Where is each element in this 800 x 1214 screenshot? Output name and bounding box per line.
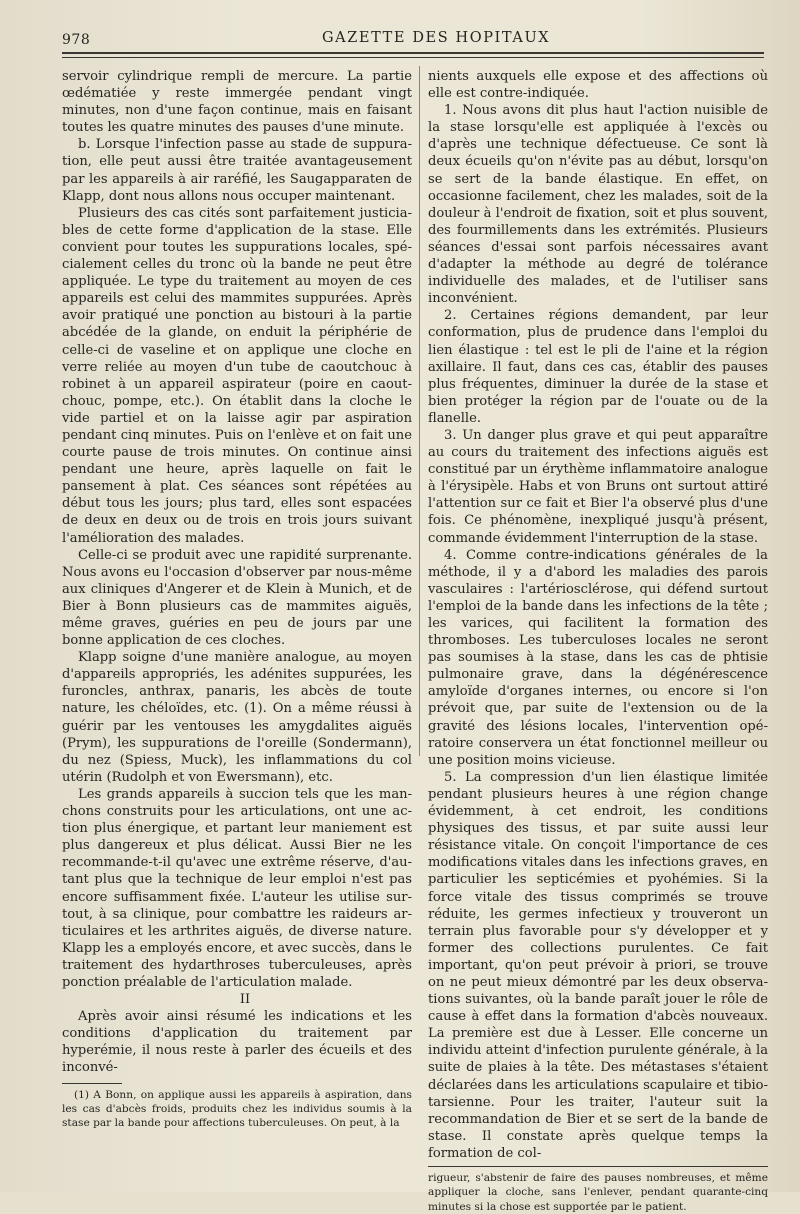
paragraph: Klapp soigne d'une manière analogue, au moyen d'appareils appropriés, les adénites suppurées, les furoncles, anthrax, panaris, les abcès de toute nature, les chéloïdes, etc. (1). On a même réussi à guérir par les ventouses les amygdalites aiguës (Prym), les suppurations de l'oreille (Sondermann), du nez (Spiess, Muck), les inflammations du col utérin (Rudolph et von Ewersmann), etc. bbox=[62, 650, 412, 785]
footnote bbox=[62, 1088, 412, 1131]
footnote bbox=[428, 1171, 768, 1214]
right-column bbox=[428, 68, 768, 1214]
footnote-text: rigueur, s'abstenir de faire des pauses nombreuses, et même appliquer la cloche, sans l'enlever, pendant quarante-cinq minutes si la chose est supportée par le patient. bbox=[428, 1172, 768, 1213]
header-rule-thick bbox=[62, 52, 764, 54]
running-title: GAZETTE DES HOPITAUX bbox=[322, 30, 551, 46]
footnote-rule bbox=[428, 1166, 768, 1167]
paragraph: nients auxquels elle expose et des affections où elle est contre-indiquée. bbox=[428, 69, 768, 102]
paragraph: Les grands appareils à succion tels que les manchons construits pour les articulations, ont une action plus énergique, et partant leur maniement est plus dangereux et plus délicat. Aussi Bier ne les recommande-t-il qu'avec une extrême réserve, d'autant plus que la technique de leur emploi n'est pas encore suffisamment fixée. L'auteur les utilise surtout, à sa clinique, pour combattre les raideurs articulaires et les arthrites aiguës, de diverse nature. Klapp les a employés encore, et avec succès, dans le traitement des hydarthroses tuberculeuses, après ponction préalable de l'articulation malade. bbox=[62, 786, 412, 990]
column-divider bbox=[419, 66, 420, 756]
paragraph: 1. Nous avons dit plus haut l'action nuisible de la stase lorsqu'elle est appliquée à l'excès ou d'après une technique défectueuse. Ce sont là deux écueils qu'on n'évite pas au début, lorsqu'on se sert de la bande élastique. En effet, on occasionne facilement, chez les malades, soit de la douleur à l'endroit de fixation, soit et plus souvent, des fourmillements dans les extrémités. Plusieurs séances d'essai sont parfois nécessaires avant d'adapter la méthode au degré de tolérance individuelle des malades, et de l'utiliser sans inconvénient. bbox=[428, 103, 768, 307]
paragraph: 4. Comme contre-indications générales de la méthode, il y a d'abord les maladies des parois vasculaires : l'artériosclérose, qui défend surtout l'emploi de la bande dans les infections de la tête ; les varices, qui facilitent la formation des thromboses. Les tuberculoses locales ne seront pas soumises à la stase, dans les cas de phtisie pulmonaire grave, dans la dégénérescence amyloïde d'organes internes, ou encore si l'on prévoit que, par suite de l'extension ou de la gravité des lésions locales, l'intervention opératoire conservera un état fonctionnel meilleur ou une position moins vicieuse. bbox=[428, 547, 768, 768]
header-rule-thin bbox=[62, 57, 764, 58]
paragraph: Après avoir ainsi résumé les indications et les conditions d'application du traitement par hyperémie, il nous reste à parler des écueils et des inconvé- bbox=[62, 1009, 412, 1076]
paragraph: 5. La compression d'un lien élastique limitée pendant plusieurs heures à une région change évidemment, à cet endroit, les conditions physiques des tissus, et par suite aussi leur résistance vitale. On conçoit l'importance de ces modifications vitales dans les infections graves, en particulier les septicémies et pyohémies. Si la force vitale des tissus comprimés se trouve réduite, les germes infectieux y trouveront un terrain plus favorable pour s'y développer et y former des collections purulentes. Ce fait important, qu'on peut prévoir à priori, se trouve on ne peut mieux démontré par les deux observations suivantes, où la bande paraît jouer le rôle de cause à effet dans la formation d'abcès nouveaux. La première est due à Lesser. Elle concerne un individu atteint d'infection purulente générale, à la suite de plaies à la tête. Des métastases s'étaient déclarées dans les articulations scapulaire et tibio-tarsienne. Pour les traiter, l'auteur suit la recommandation de Bier et se sert de la bande de stase. Il constate après quelque temps la formation de col- bbox=[428, 769, 768, 1161]
paragraph: b. Lorsque l'infection passe au stade de suppuration, elle peut aussi être traitée avantageusement par les appareils à air raréfié, les Saugapparaten de Klapp, dont nous allons nous occuper maintenant. bbox=[62, 137, 412, 204]
paragraph: Plusieurs des cas cités sont parfaitement justiciables de cette forme d'application de la stase. Elle convient pour toutes les suppurations locales, spécialement celles du tronc où la bande ne peut être appliquée. Le type du traitement au moyen de ces appareils est celui des mammites suppurées. Après avoir pratiqué une ponction au bistouri à la partie abcédée de la glande, on enduit la périphérie de celle-ci de vaseline et on applique une cloche en verre reliée au moyen d'un tube de caoutchouc à robinet à un appareil aspirateur (poire en caoutchouc, pompe, etc.). On établit dans la cloche le vide partiel et on la laisse agir par aspiration pendant cinq minutes. Puis on l'enlève et on fait une courte pause de trois minutes. On continue ainsi pendant une heure, après laquelle on fait le pansement à plat. Ces séances sont répétées au début tous les jours; plus tard, elles sont espacées de deux en deux ou de trois en trois jours suivant l'amélioration des malades. bbox=[62, 205, 412, 546]
paragraph: Celle-ci se produit avec une rapidité surprenante. Nous avons eu l'occasion d'observer par nous-même aux cliniques d'Angerer et de Klein à Munich, et de Bier à Bonn plusieurs cas de mammites aiguës, même graves, guéries en peu de jours par une bonne application de ces cloches. bbox=[62, 547, 412, 649]
left-column bbox=[62, 68, 412, 1131]
page-number: 978 bbox=[62, 32, 91, 48]
paragraph: 2. Certaines régions demandent, par leur conformation, plus de prudence dans l'emploi du lien élastique : tel est le pli de l'aine et la région axillaire. Il faut, dans ces cas, établir des pauses plus fréquentes, diminuer la durée de la stase et bien protéger la région par de l'ouate ou de la flanelle. bbox=[428, 308, 768, 426]
footnote-text: (1) A Bonn, on applique aussi les appareils à aspiration, dans les cas d'abcès froids, produits chez les individus soumis à la stase par la bande pour affections tuberculeuses. On peut, à la bbox=[62, 1088, 412, 1130]
section-heading: II bbox=[239, 992, 251, 1008]
paragraph: servoir cylindrique rempli de mercure. La partie œdématiée y reste immergée pendant vingt minutes, non d'une façon continue, mais en faisant toutes les quatre minutes des pauses d'une minute. bbox=[62, 69, 412, 136]
page-header bbox=[62, 30, 764, 52]
footnote-rule bbox=[62, 1083, 122, 1084]
paragraph: 3. Un danger plus grave et qui peut apparaître au cours du traitement des infections aiguës est constitué par un érythème inflammatoire analogue à l'érysipèle. Habs et von Bruns ont surtout attiré l'attention sur ce fait et Bier l'a observé plus d'une fois. Ce phénomène, inexpliqué jusqu'à présent, commande évidemment l'interruption de la stase. bbox=[428, 427, 768, 546]
